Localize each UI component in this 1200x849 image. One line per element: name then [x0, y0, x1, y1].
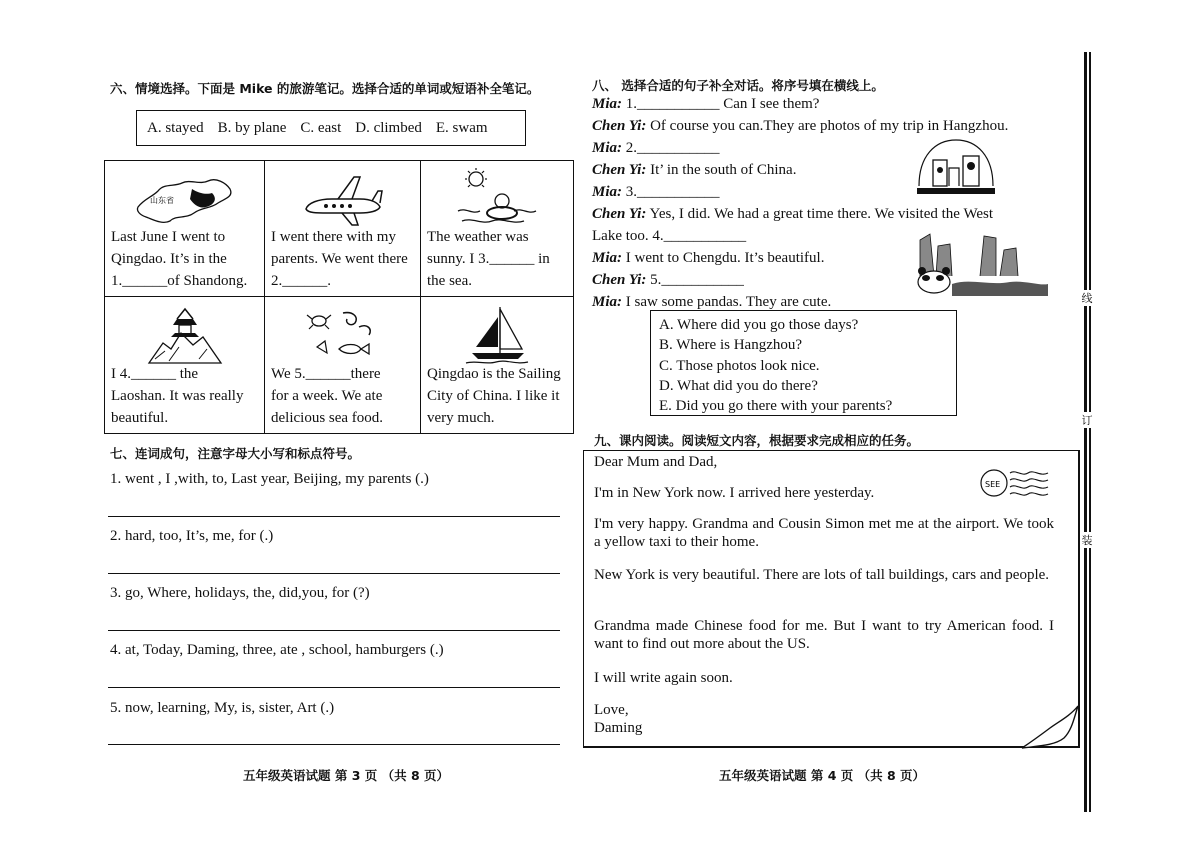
dialogue-option-c: C. Those photos look nice.	[659, 357, 820, 374]
section-9-title: 九、课内阅读。阅读短文内容，根据要求完成相应的任务。	[594, 433, 920, 448]
note-text-5: We 5.______there for a week. We ate delicious sea food.	[271, 366, 384, 426]
letter-closing: Love,	[594, 702, 629, 718]
letter-paragraph-4: Grandma made Chinese food for me. But I want to try American food. I want to find out more about the US.	[594, 618, 1054, 652]
note-text-3: The weather was sunny. I 3.______ in the sea.	[427, 229, 550, 289]
pagoda-on-mountain-icon	[105, 301, 264, 369]
page-footer-left: 五年级英语试题 第 3 页 （共 8 页）	[243, 768, 450, 783]
sailboat-icon	[421, 301, 573, 369]
dialogue-line-10: Mia: I saw some pandas. They are cute.	[592, 294, 832, 310]
note-text-2: I went there with my parents. We went there 2.______.	[271, 229, 408, 289]
chengdu-panda-photo-icon	[900, 226, 1050, 303]
letter-greeting: Dear Mum and Dad,	[594, 454, 718, 470]
option-d: D. climbed	[355, 119, 422, 136]
note-cell-1	[105, 161, 265, 297]
note-cell-3	[421, 161, 573, 297]
sentence-item-5: 5. now, learning, My, is, sister, Art (.)	[110, 700, 335, 716]
dialogue-line-8: Mia: I went to Chengdu. It’s beautiful.	[592, 250, 825, 266]
section-8-option-box	[650, 310, 957, 416]
dialogue-option-d: D. What did you do there?	[659, 377, 818, 394]
dialogue-line-2: Chen Yi: Of course you can.They are photos of my trip in Hangzhou.	[592, 118, 1009, 134]
note-text-1: Last June I went to Qingdao. It’s in the 1.______of Shandong.	[111, 229, 248, 289]
dialogue-option-e: E. Did you go there with your parents?	[659, 398, 893, 415]
answer-line-5[interactable]	[108, 744, 560, 745]
option-e: E. swam	[435, 119, 488, 136]
dialogue-line-7: Lake too. 4.___________	[592, 228, 747, 244]
page-curl-icon	[1016, 704, 1084, 757]
dialogue-line-5: Mia: 3.___________	[592, 184, 720, 200]
letter-paragraph-5: I will write again soon.	[594, 670, 733, 686]
hangzhou-photo-icon	[915, 136, 997, 203]
option-c: C. east	[300, 119, 342, 136]
svg-text:山东省: 山东省	[149, 196, 174, 205]
letter-box	[583, 450, 1080, 748]
note-text-4: I 4.______ the Laoshan. It was really beautiful.	[111, 366, 244, 426]
section-6-title: 六、情境选择。下面是 Mike 的旅游笔记。选择合适的单词或短语补全笔记。	[110, 81, 540, 96]
page-footer-right: 五年级英语试题 第 4 页 （共 8 页）	[719, 768, 926, 783]
binding-line-inner	[1089, 52, 1091, 812]
binding-line	[1084, 52, 1087, 812]
svg-text:SEE: SEE	[985, 480, 1001, 489]
dialogue-line-1: Mia: 1.___________ Can I see them?	[592, 96, 820, 112]
letter-paragraph-3: New York is very beautiful. There are lots of tall buildings, cars and people.	[594, 567, 1050, 583]
dialogue-option-a: A. Where did you go those days?	[659, 317, 859, 333]
answer-line-3[interactable]	[108, 630, 560, 631]
sentence-item-1: 1. went , I ,with, to, Last year, Beijing, my parents (.)	[110, 471, 429, 487]
sentence-item-3: 3. go, Where, holidays, the, did,you, for (?)	[110, 585, 370, 601]
travel-notes-grid	[104, 160, 574, 434]
dialogue-line-4: Chen Yi: It’ in the south of China.	[592, 162, 797, 178]
letter-paragraph-2: I'm very happy. Grandma and Cousin Simon met me at the airport. We took a yellow taxi to their home.	[594, 516, 1054, 550]
dialogue-line-6: Chen Yi: Yes, I did. We had a great time there. We visited the West	[592, 206, 994, 222]
dialogue-line-9: Chen Yi: 5.___________	[592, 272, 744, 288]
binding-mark-1: 线	[1080, 290, 1094, 306]
letter-signature: Daming	[594, 720, 643, 736]
note-cell-2	[265, 161, 421, 297]
binding-mark-3: 装	[1080, 532, 1094, 548]
section-6-option-box	[136, 110, 526, 146]
answer-line-2[interactable]	[108, 573, 560, 574]
dialogue-line-3: Mia: 2.___________	[592, 140, 720, 156]
note-cell-4	[105, 297, 265, 433]
section-7-title: 七、连词成句，注意字母大小写和标点符号。	[110, 446, 361, 461]
option-b: B. by plane	[217, 119, 287, 136]
note-cell-6	[421, 297, 573, 433]
sentence-item-4: 4. at, Today, Daming, three, ate , school, hamburgers (.)	[110, 642, 444, 658]
dialogue-option-b: B. Where is Hangzhou?	[659, 337, 803, 354]
answer-line-1[interactable]	[108, 516, 560, 517]
option-a: A. stayed	[147, 119, 204, 136]
seafood-icon	[265, 301, 420, 369]
note-text-6: Qingdao is the Sailing City of China. I like it very much.	[427, 366, 561, 426]
binding-mark-2: 订	[1080, 412, 1094, 428]
map-of-shandong-icon	[105, 165, 264, 233]
section-8-title: 八、 选择合适的句子补全对话。将序号填在横线上。	[592, 78, 884, 93]
airplane-icon	[265, 165, 420, 233]
postmark-stamp-icon	[976, 465, 1052, 506]
sun-and-swimmer-icon	[421, 165, 573, 233]
sentence-item-2: 2. hard, too, It’s, me, for (.)	[110, 528, 274, 544]
note-cell-5	[265, 297, 421, 433]
answer-line-4[interactable]	[108, 687, 560, 688]
letter-paragraph-1: I'm in New York now. I arrived here yesterday.	[594, 485, 875, 501]
